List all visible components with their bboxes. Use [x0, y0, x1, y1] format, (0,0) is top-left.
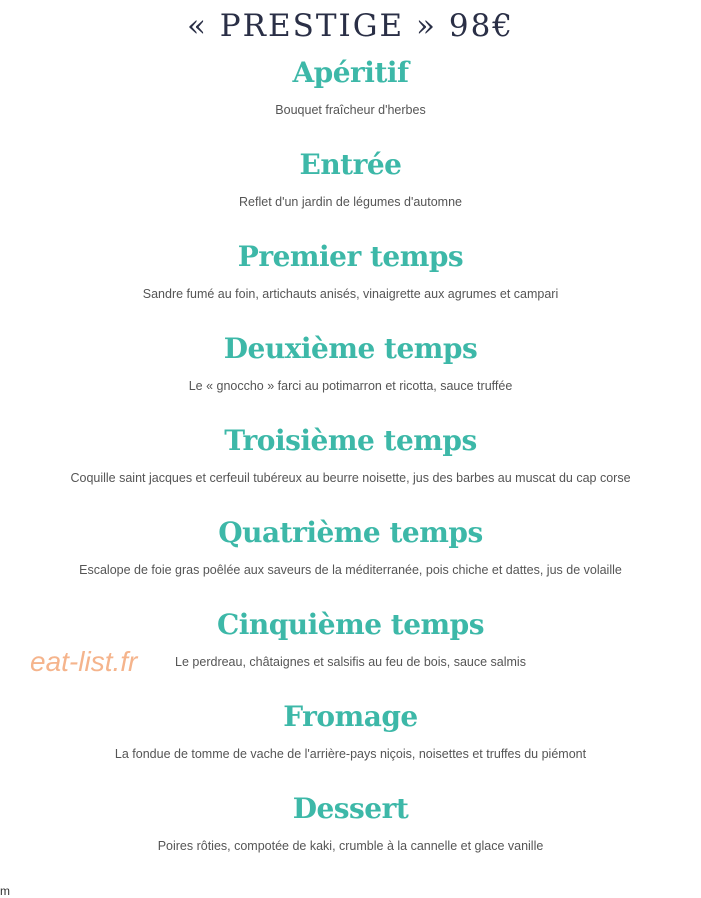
course-heading: Dessert [292, 792, 409, 825]
course-deuxieme-temps [0, 332, 701, 394]
course-description: Le perdreau, châtaignes et salsifis au feu de bois, sauce salmis [175, 655, 526, 669]
course-entree [0, 148, 701, 210]
course-description: Escalope de foie gras poêlée aux saveurs de la méditerranée, pois chiche et dattes, jus de volaille [79, 563, 622, 577]
course-description: Reflet d'un jardin de légumes d'automne [239, 195, 462, 209]
course-aperitif [0, 56, 701, 118]
watermark: eat-list.fr [30, 646, 138, 677]
course-heading: Entrée [299, 148, 402, 181]
course-description: Poires rôties, compotée de kaki, crumble à la cannelle et glace vanille [157, 839, 544, 853]
menu-title: « PRESTIGE » 98€ [186, 8, 515, 44]
course-description: Le « gnoccho » farci au potimarron et ricotta, sauce truffée [188, 379, 513, 393]
course-description: La fondue de tomme de vache de l'arrière-pays niçois, noisettes et truffes du piémont [114, 747, 587, 761]
course-heading: Fromage [283, 700, 418, 733]
course-premier-temps [0, 240, 701, 302]
corner-text-fragment: m [0, 884, 10, 898]
course-heading: Quatrième temps [218, 516, 483, 549]
course-heading: Premier temps [237, 240, 464, 273]
course-heading: Apéritif [292, 56, 409, 89]
course-heading: Cinquième temps [216, 608, 485, 641]
course-quatrieme-temps [0, 516, 701, 578]
course-heading: Deuxième temps [223, 332, 478, 365]
course-description: Bouquet fraîcheur d'herbes [275, 103, 426, 117]
course-description: Sandre fumé au foin, artichauts anisés, vinaigrette aux agrumes et campari [142, 287, 559, 301]
course-description: Coquille saint jacques et cerfeuil tubéreux au beurre noisette, jus des barbes au muscat du cap corse [70, 471, 631, 485]
course-fromage [0, 700, 701, 762]
course-heading: Troisième temps [224, 424, 477, 457]
course-dessert [0, 792, 701, 854]
course-troisieme-temps [0, 424, 701, 486]
